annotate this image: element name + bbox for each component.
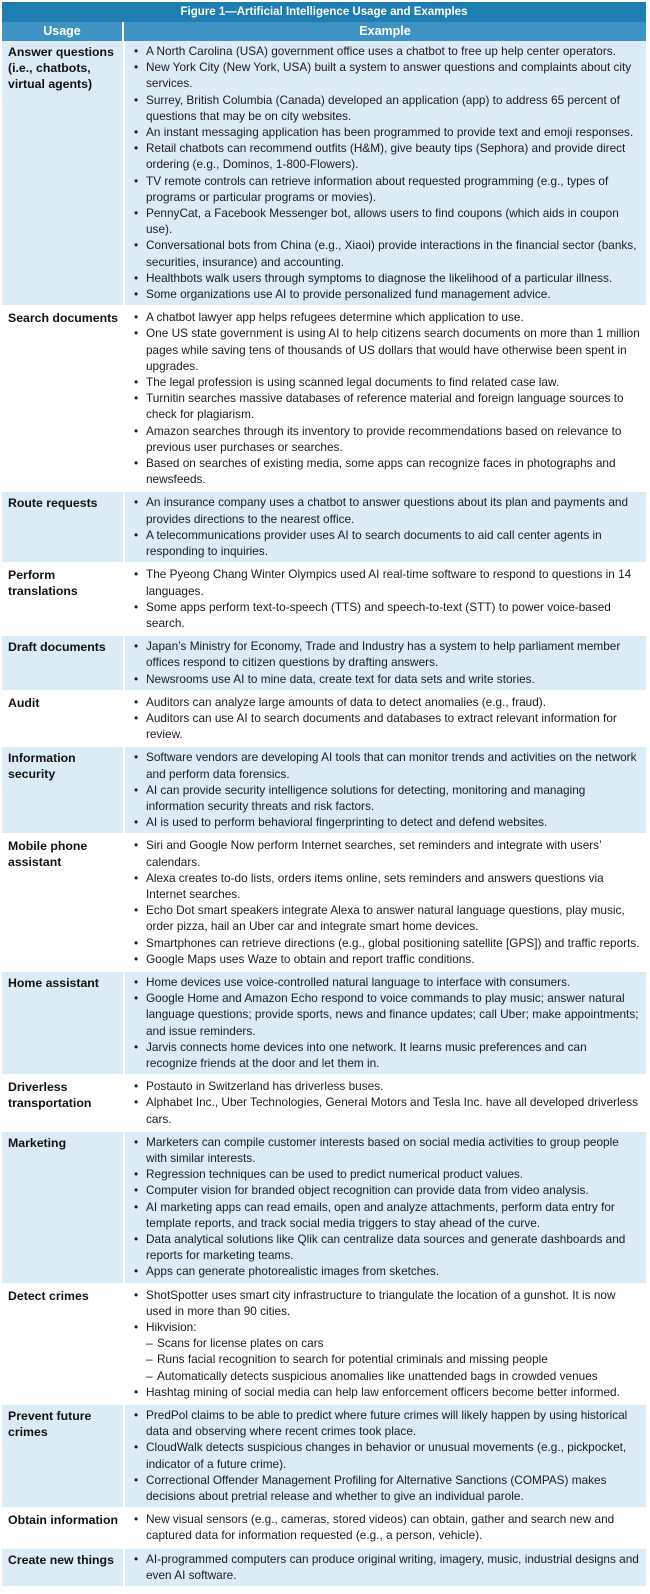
figure — [2, 2, 646, 1588]
usage-cell: Obtain information — [2, 1508, 124, 1547]
example-cell — [124, 306, 646, 491]
usage-cell: Route requests — [2, 491, 124, 563]
list-item: • Auditors can analyze large amounts of data to detect anomalies (e.g., fraud). — [133, 694, 640, 710]
usage-cell: Create new things — [2, 1548, 124, 1587]
list-item: • Apps can generate photorealistic images from sketches. — [133, 1263, 640, 1279]
list-item: • Data analytical solutions like Qlik can centralize data sources and generate dashboards and reports for marketing teams. — [133, 1231, 640, 1263]
table-row — [2, 563, 646, 635]
example-cell — [124, 41, 646, 306]
table-row — [2, 491, 646, 563]
list-item: • A chatbot lawyer app helps refugees determine which application to use. — [133, 309, 640, 325]
table-row — [2, 306, 646, 491]
sub-list-item: – Scans for license plates on cars — [146, 1335, 640, 1351]
list-item: • An instant messaging application has been programmed to provide text and emoji responses. — [133, 124, 640, 140]
example-cell — [124, 1548, 646, 1587]
list-item: • An insurance company uses a chatbot to answer questions about its plan and payments and provides directions to the nearest office. — [133, 494, 640, 526]
list-item: • TV remote controls can retrieve information about requested programming (e.g., types of programs or particular programs or movies). — [133, 173, 640, 205]
usage-cell: Driverless transportation — [2, 1075, 124, 1131]
list-item: • Japan’s Ministry for Economy, Trade and Industry has a system to help parliament member offices respond to citizen questions by drafting answers. — [133, 638, 640, 670]
list-item: • Amazon searches through its inventory to provide recommendations based on relevance to previous user purchases or searches. — [133, 423, 640, 455]
hikvision-sublist — [133, 1335, 640, 1384]
table-row — [2, 1131, 646, 1284]
figure-title: Figure 1—Artificial Intelligence Usage and Examples — [2, 2, 646, 22]
example-cell — [124, 691, 646, 747]
list-item: • Home devices use voice-controlled natural language to interface with consumers. — [133, 974, 640, 990]
table-row — [2, 1075, 646, 1131]
example-cell — [124, 1131, 646, 1284]
table-row — [2, 691, 646, 747]
example-column-header: Example — [359, 24, 411, 38]
list-item: • AI marketing apps can read emails, open and analyze attachments, perform data entry for template reports, and track social media triggers to stay ahead of the curve. — [133, 1199, 640, 1231]
list-item: • New York City (New York, USA) built a system to answer questions and complaints about city services. — [133, 59, 640, 91]
list-item: • Turnitin searches massive databases of reference material and foreign language sources to check for plagiarism. — [133, 390, 640, 422]
list-item: • ShotSpotter uses smart city infrastructure to triangulate the location of a gunshot. It is now used in more than 90 cities. — [133, 1287, 640, 1319]
list-item: • Jarvis connects home devices into one network. It learns music preferences and can recognize friends at the door and let them in. — [133, 1039, 640, 1071]
list-item: • Google Home and Amazon Echo respond to voice commands to play music; answer natural language questions; provide sports, news and finance updates; call Uber; make appointments; and issue reminders. — [133, 990, 640, 1039]
list-item: • CloudWalk detects suspicious changes in behavior or unusual movements (e.g., pickpocket, indicator of a future crime). — [133, 1439, 640, 1471]
table-row — [2, 834, 646, 971]
usage-cell: Marketing — [2, 1131, 124, 1284]
list-item: • AI is used to perform behavioral fingerprinting to detect and defend websites. — [133, 814, 640, 830]
usage-table — [2, 41, 646, 1588]
list-item: • The Pyeong Chang Winter Olympics used AI real-time software to respond to questions in 14 languages. — [133, 566, 640, 598]
usage-cell: Detect crimes — [2, 1284, 124, 1404]
list-item: • Auditors can use AI to search documents and databases to extract relevant information for review. — [133, 710, 640, 742]
list-item: • Retail chatbots can recommend outfits (H&M), give beauty tips (Sephora) and provide direct ordering (e.g., Dominos, 1-800-Flowers). — [133, 140, 640, 172]
list-item: • AI-programmed computers can produce original writing, imagery, music, industrial designs and even AI software. — [133, 1551, 640, 1583]
table-row — [2, 1508, 646, 1547]
list-item: • Postauto in Switzerland has driverless buses. — [133, 1078, 640, 1094]
usage-cell: Perform translations — [2, 563, 124, 635]
example-cell — [124, 1508, 646, 1547]
list-item: • AI can provide security intelligence solutions for detecting, monitoring and managing information security threats and risk factors. — [133, 782, 640, 814]
list-item: • Echo Dot smart speakers integrate Alexa to answer natural language questions, play music, order pizza, hail an Uber car and integrate smart home devices. — [133, 902, 640, 934]
list-item: • Google Maps uses Waze to obtain and report traffic conditions. — [133, 951, 640, 967]
table-header — [2, 22, 646, 41]
list-item: • Correctional Offender Management Profiling for Alternative Sanctions (COMPAS) makes decisions about pretrial release and whether to give an individual parole. — [133, 1472, 640, 1504]
list-item: • New visual sensors (e.g., cameras, stored videos) can obtain, gather and search new and captured data for information requested (e.g., a person, vehicle). — [133, 1511, 640, 1543]
list-item: • Regression techniques can be used to predict numerical product values. — [133, 1166, 640, 1182]
sub-list-item: – Automatically detects suspicious anomalies like unattended bags in crowded venues — [146, 1368, 640, 1384]
list-item: • PennyCat, a Facebook Messenger bot, allows users to find coupons (which aids in coupon use). — [133, 205, 640, 237]
example-cell — [124, 635, 646, 691]
table-row — [2, 635, 646, 691]
list-item: • Hikvision: — [133, 1319, 640, 1335]
list-item: • Marketers can compile customer interests based on social media activities to group people with similar interests. — [133, 1134, 640, 1166]
list-item: • A telecommunications provider uses AI to search documents to aid call center agents in responding to inquiries. — [133, 527, 640, 559]
list-item: • A North Carolina (USA) government office uses a chatbot to free up help center operators. — [133, 43, 640, 59]
example-cell — [124, 1075, 646, 1131]
usage-cell: Prevent future crimes — [2, 1404, 124, 1508]
example-cell — [124, 746, 646, 834]
usage-cell: Audit — [2, 691, 124, 747]
usage-column-header: Usage — [2, 22, 124, 41]
list-item: • Surrey, British Columbia (Canada) developed an application (app) to address 65 percent of questions that may be on city websites. — [133, 92, 640, 124]
list-item: • Hashtag mining of social media can help law enforcement officers become better informed. — [133, 1384, 640, 1400]
list-item: • Alexa creates to-do lists, orders items online, sets reminders and answers questions via Internet searches. — [133, 870, 640, 902]
list-item: • Alphabet Inc., Uber Technologies, General Motors and Tesla Inc. have all developed driverless cars. — [133, 1094, 640, 1126]
usage-cell: Home assistant — [2, 971, 124, 1075]
example-cell — [124, 491, 646, 563]
table-row — [2, 746, 646, 834]
usage-cell: Information security — [2, 746, 124, 834]
list-item: • Conversational bots from China (e.g., Xiaoi) provide interactions in the financial sector (banks, securities, insurance) and accounting. — [133, 237, 640, 269]
list-item: • Computer vision for branded object recognition can provide data from video analysis. — [133, 1182, 640, 1198]
list-item: • Siri and Google Now perform Internet searches, set reminders and integrate with users’ calendars. — [133, 837, 640, 869]
usage-cell: Search documents — [2, 306, 124, 491]
list-item: • Healthbots walk users through symptoms to diagnose the likelihood of a particular illness. — [133, 270, 640, 286]
list-item: • Software vendors are developing AI tools that can monitor trends and activities on the network and perform data forensics. — [133, 749, 640, 781]
table-row — [2, 1284, 646, 1404]
table-row — [2, 1548, 646, 1587]
table-row — [2, 1404, 646, 1508]
usage-cell: Draft documents — [2, 635, 124, 691]
list-item: • PredPol claims to be able to predict where future crimes will likely happen by using historical data and observing where recent crimes took place. — [133, 1407, 640, 1439]
example-cell — [124, 1284, 646, 1404]
example-cell — [124, 971, 646, 1075]
list-item: • Newsrooms use AI to mine data, create text for data sets and write stories. — [133, 671, 640, 687]
table-row — [2, 971, 646, 1075]
list-item: • Some organizations use AI to provide personalized fund management advice. — [133, 286, 640, 302]
list-item: • One US state government is using AI to help citizens search documents on more than 1 million pages while saving tens of thousands of US dollars that would have otherwise been spent in upgrades. — [133, 325, 640, 374]
example-cell — [124, 563, 646, 635]
list-item: • Smartphones can retrieve directions (e.g., global positioning satellite [GPS]) and traffic reports. — [133, 935, 640, 951]
list-item: • Based on searches of existing media, some apps can recognize faces in photographs and newsfeeds. — [133, 455, 640, 487]
list-item: • Some apps perform text-to-speech (TTS) and speech-to-text (STT) to power voice-based search. — [133, 599, 640, 631]
sub-list-item: – Runs facial recognition to search for potential criminals and missing people — [146, 1351, 640, 1367]
usage-cell: Answer questions (i.e., chatbots, virtual agents) — [2, 41, 124, 306]
example-cell — [124, 834, 646, 971]
example-cell — [124, 1404, 646, 1508]
list-item: • The legal profession is using scanned legal documents to find related case law. — [133, 374, 640, 390]
usage-cell: Mobile phone assistant — [2, 834, 124, 971]
table-row — [2, 41, 646, 306]
